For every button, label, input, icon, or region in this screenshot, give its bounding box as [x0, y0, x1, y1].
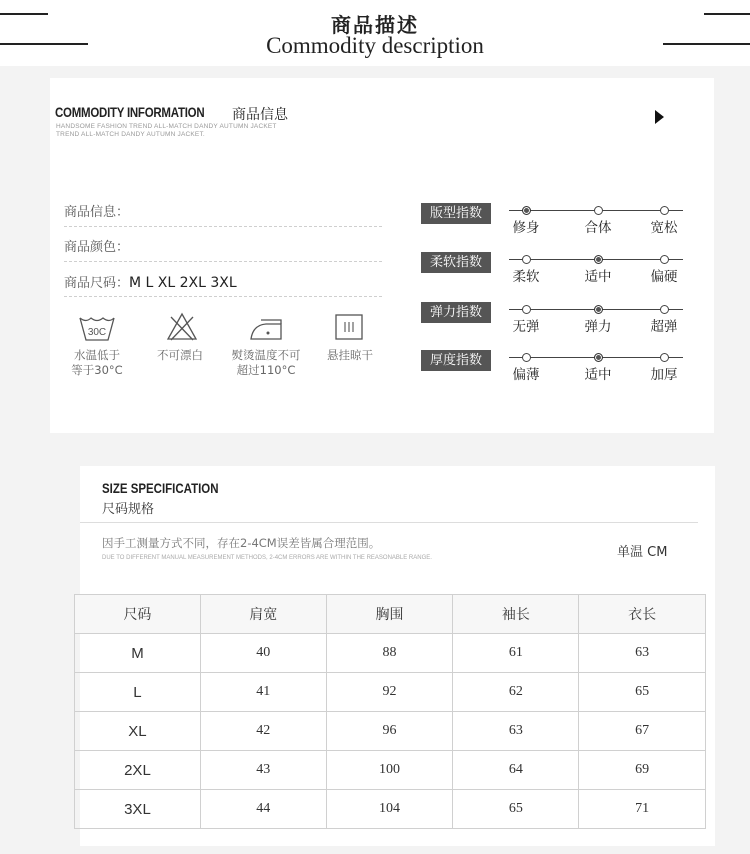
index-option: 弹力	[584, 319, 612, 335]
commodity-info-title-en: COMMODITY INFORMATION	[55, 104, 205, 120]
care-line: 熨烫温度不可	[231, 348, 301, 362]
measurement-cell: 63	[453, 712, 579, 751]
size-cell: M	[75, 634, 201, 673]
size-cell: L	[75, 673, 201, 712]
index-dot	[594, 353, 603, 362]
measurement-cell: 65	[579, 673, 706, 712]
index-label: 柔软指数	[421, 252, 491, 273]
index-option: 偏硬	[650, 269, 678, 285]
header-title-en: Commodity description	[266, 33, 484, 58]
size-cell: 3XL	[75, 790, 201, 829]
index-option: 偏薄	[512, 367, 540, 383]
index-option: 适中	[584, 367, 612, 383]
index-dot	[522, 206, 531, 215]
index-option: 超弹	[650, 319, 678, 335]
column-header: 袖长	[453, 595, 579, 634]
measurement-cell: 42	[200, 712, 326, 751]
info-value: M L XL 2XL 3XL	[129, 275, 237, 291]
index-dot	[522, 353, 531, 362]
column-header: 胸围	[326, 595, 453, 634]
measurement-cell: 40	[200, 634, 326, 673]
index-option: 宽松	[650, 220, 678, 236]
index-option: 柔软	[512, 269, 540, 285]
unit-label: 单温 CM	[617, 545, 668, 560]
commodity-info-title-cn: 商品信息	[232, 107, 288, 123]
measurement-cell: 44	[200, 790, 326, 829]
wash-temp-text: 30C	[87, 327, 107, 338]
size-table	[74, 594, 706, 829]
column-header: 衣长	[579, 595, 706, 634]
care-label-bleach	[140, 348, 220, 363]
index-dot	[660, 305, 669, 314]
index-dot	[660, 206, 669, 215]
measurement-cell: 61	[453, 634, 579, 673]
size-cell: XL	[75, 712, 201, 751]
wash-30c-icon	[78, 314, 116, 344]
info-label: 商品尺码：	[64, 276, 130, 291]
index-dot	[660, 255, 669, 264]
measurement-cell: 64	[453, 751, 579, 790]
index-label: 版型指数	[421, 203, 491, 224]
measurement-cell: 63	[579, 634, 706, 673]
measurement-cell: 100	[326, 751, 453, 790]
table-row	[75, 790, 706, 829]
measurement-cell: 88	[326, 634, 453, 673]
care-line: 水温低于	[74, 348, 120, 362]
table-row	[75, 634, 706, 673]
index-dot	[594, 305, 603, 314]
care-line: 悬挂晾干	[327, 348, 373, 362]
commodity-info-subtitle-1: HANDSOME FASHION TREND ALL-MATCH DANDY AUTUMN JACKET	[56, 123, 277, 130]
care-label-wash	[57, 348, 137, 378]
measurement-cell: 65	[453, 790, 579, 829]
measurement-cell: 104	[326, 790, 453, 829]
index-label: 厚度指数	[421, 350, 491, 371]
size-spec-title-en: SIZE SPECIFICATION	[102, 480, 219, 496]
measurement-cell: 69	[579, 751, 706, 790]
index-dot	[594, 255, 603, 264]
table-row	[75, 751, 706, 790]
play-arrow-icon[interactable]	[655, 110, 664, 124]
index-dot	[522, 305, 531, 314]
care-line: 等于30°C	[71, 363, 123, 377]
info-row-details	[64, 200, 382, 227]
measurement-cell: 67	[579, 712, 706, 751]
measurement-note-en: DUE TO DIFFERENT MANUAL MEASUREMENT METHODS, 2-4CM ERRORS ARE WITHIN THE REASONABLE RANGE.	[102, 555, 432, 561]
column-header: 尺码	[75, 595, 201, 634]
divider	[80, 522, 698, 523]
index-option: 适中	[584, 269, 612, 285]
index-option: 加厚	[650, 367, 678, 383]
index-dot	[594, 206, 603, 215]
line-dry-icon	[334, 313, 364, 341]
table-row	[75, 673, 706, 712]
index-label: 弹力指数	[421, 302, 491, 323]
commodity-info-subtitle-2: TREND ALL-MATCH DANDY AUTUMN JACKET.	[56, 131, 205, 138]
info-label: 商品信息：	[64, 205, 130, 220]
size-spec-title-cn: 尺码规格	[102, 502, 155, 517]
table-header-row	[75, 595, 706, 634]
info-row-color	[64, 235, 382, 262]
care-label-dry	[310, 348, 390, 363]
iron-icon	[248, 314, 284, 342]
care-line: 超过110°C	[236, 363, 296, 377]
info-row-size	[64, 270, 382, 297]
measurement-cell: 96	[326, 712, 453, 751]
index-dot	[522, 255, 531, 264]
measurement-cell: 62	[453, 673, 579, 712]
measurement-cell: 41	[200, 673, 326, 712]
no-bleach-icon	[166, 312, 198, 342]
index-option: 无弹	[512, 319, 540, 335]
care-label-iron	[224, 348, 308, 378]
index-option: 修身	[512, 220, 540, 236]
column-header: 肩宽	[200, 595, 326, 634]
header-title-cn: 商品描述	[331, 13, 419, 37]
care-line: 不可漂白	[157, 348, 203, 362]
table-row	[75, 712, 706, 751]
measurement-note: 因手工测量方式不同，存在2-4CM误差皆属合理范围。	[102, 536, 381, 550]
measurement-cell: 92	[326, 673, 453, 712]
info-label: 商品颜色：	[64, 240, 130, 255]
size-cell: 2XL	[75, 751, 201, 790]
measurement-cell: 71	[579, 790, 706, 829]
measurement-cell: 43	[200, 751, 326, 790]
index-dot	[660, 353, 669, 362]
index-option: 合体	[584, 220, 612, 236]
